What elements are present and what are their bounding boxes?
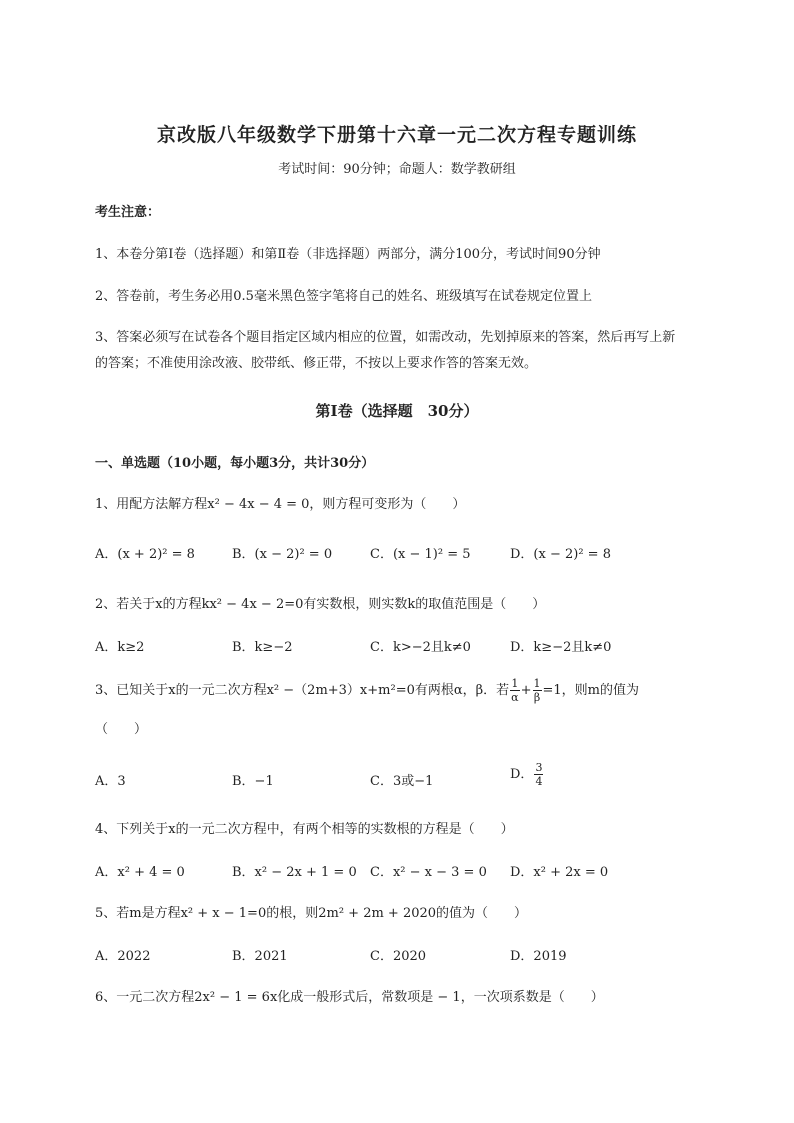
q1-option-a[interactable]: A．(x + 2)² = 8 (95, 547, 195, 562)
q3-frac1-num: 1 (511, 677, 519, 690)
section-title: 第I卷（选择题 30分） (315, 402, 479, 420)
q3-frac1-den: α (511, 691, 519, 704)
part-heading: 一、单选题（10小题，每小题3分，共计30分） (95, 456, 375, 471)
q5-option-a[interactable]: A．2022 (95, 949, 151, 964)
q3-option-c[interactable]: C．3或−1 (370, 774, 434, 789)
q3-fraction-1 (510, 677, 519, 704)
notice-item-3-cont: 的答案；不准使用涂改液、胶带纸、修正带，不按以上要求作答的答案无效。 (95, 356, 538, 371)
q1-option-c[interactable]: C．(x − 1)² = 5 (370, 547, 471, 562)
q3-fraction-2 (533, 677, 542, 704)
q3-frac2-num: 1 (533, 677, 541, 690)
q1-option-d[interactable]: D．(x − 2)² = 8 (510, 547, 611, 562)
q2-option-c[interactable]: C．k>−2且k≠0 (370, 640, 471, 655)
document-title: 京改版八年级数学下册第十六章一元二次方程专题训练 (156, 124, 637, 146)
q1-option-b[interactable]: B．(x − 2)² = 0 (232, 547, 333, 562)
q2-option-b[interactable]: B．k≥−2 (232, 640, 293, 655)
q2-option-a[interactable]: A．k≥2 (95, 640, 145, 655)
question-3 (95, 676, 639, 706)
q3-text-before: 3、已知关于x的一元二次方程x² −（2m+3）x+m²=0有两根α，β．若 (95, 683, 510, 698)
question-3-line2: （ ） (95, 722, 148, 737)
q3-option-a[interactable]: A．3 (95, 774, 126, 789)
q5-option-c[interactable]: C．2020 (370, 949, 427, 964)
q4-option-b[interactable]: B．x² − 2x + 1 = 0 (232, 865, 357, 880)
q3-plus: + (520, 683, 532, 698)
notice-heading: 考生注意： (95, 205, 161, 220)
notice-item-3: 3、答案必须写在试卷各个题目指定区域内相应的位置，如需改动，先划掉原来的答案，然后再写上新 (95, 330, 676, 345)
q3-option-b[interactable]: B．−1 (232, 774, 274, 789)
q3-d-num: 3 (535, 761, 543, 774)
q3-option-d-fraction (534, 761, 543, 788)
q3-d-den: 4 (535, 775, 543, 788)
q3-text-after: =1，则m的值为 (542, 683, 639, 698)
q4-option-c[interactable]: C．x² − x − 3 = 0 (370, 865, 487, 880)
q5-option-b[interactable]: B．2021 (232, 949, 288, 964)
notice-item-1: 1、本卷分第I卷（选择题）和第Ⅱ卷（非选择题）两部分，满分100分，考试时间90分钟 (95, 247, 601, 262)
q4-option-d[interactable]: D．x² + 2x = 0 (510, 865, 609, 880)
question-6: 6、一元二次方程2x² − 1 = 6x化成一般形式后，常数项是 − 1，一次项系数是（ ） (95, 990, 604, 1005)
q2-option-d[interactable]: D．k≥−2且k≠0 (510, 640, 612, 655)
q3-option-d[interactable] (510, 760, 544, 790)
question-4: 4、下列关于x的一元二次方程中，有两个相等的实数根的方程是（ ） (95, 822, 514, 837)
q5-option-d[interactable]: D．2019 (510, 949, 567, 964)
q3-option-d-prefix: D． (510, 767, 534, 782)
q3-frac2-den: β (533, 691, 541, 704)
question-5: 5、若m是方程x² + x − 1=0的根，则2m² + 2m + 2020的值为（ ） (95, 906, 528, 921)
notice-item-2: 2、答卷前，考生务必用0.5毫米黑色签字笔将自己的姓名、班级填写在试卷规定位置上 (95, 289, 592, 304)
question-2: 2、若关于x的方程kx² − 4x − 2=0有实数根，则实数k的取值范围是（ ） (95, 597, 546, 612)
question-1: 1、用配方法解方程x² − 4x − 4 = 0，则方程可变形为（ ） (95, 497, 466, 512)
q4-option-a[interactable]: A．x² + 4 = 0 (95, 865, 185, 880)
document-subtitle: 考试时间：90分钟；命题人：数学教研组 (278, 162, 516, 177)
